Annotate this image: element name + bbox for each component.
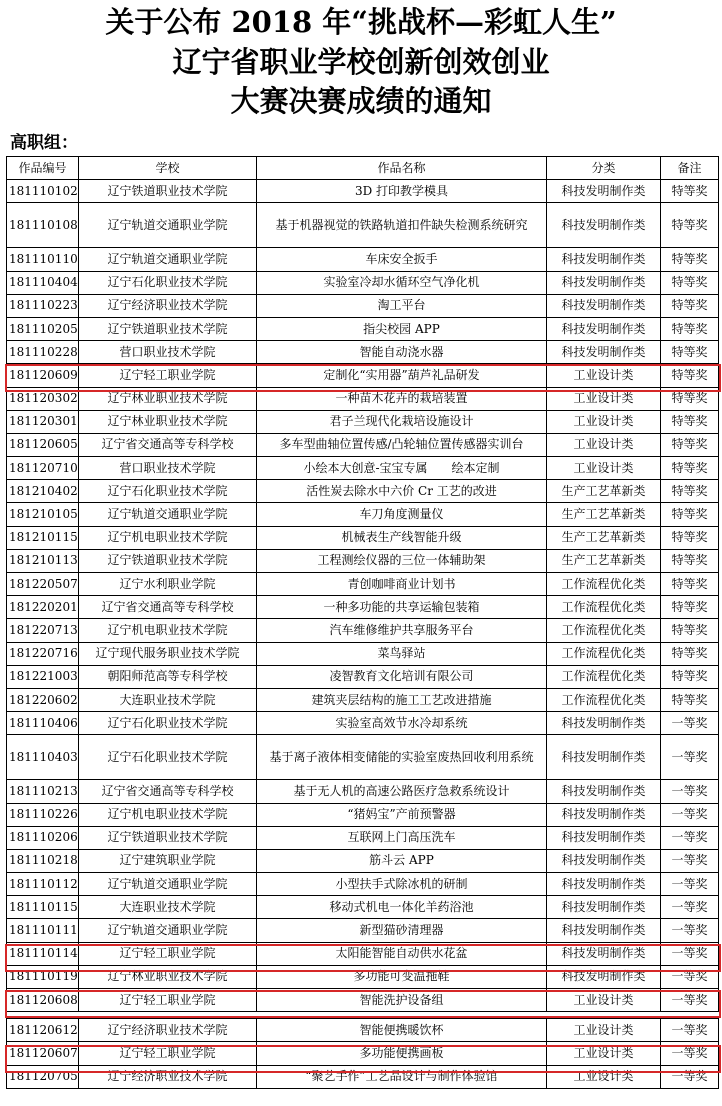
work-id-cell: 181110206	[7, 826, 79, 849]
work-id-cell: 181110403	[7, 735, 79, 780]
work-title-cell: 新型猫砂清理器	[257, 919, 547, 942]
table-row	[7, 873, 719, 896]
work-title-cell: 汽车维修维护共享服务平台	[257, 619, 547, 642]
remark-cell: 一等奖	[661, 1042, 719, 1065]
category-cell: 生产工艺革新类	[547, 503, 661, 526]
work-title-cell: 基于无人机的高速公路医疗急救系统设计	[257, 780, 547, 803]
work-id-cell: 181110102	[7, 180, 79, 203]
table-row	[7, 503, 719, 526]
school-cell: 辽宁机电职业技术学院	[79, 803, 257, 826]
school-cell: 辽宁铁道职业技术学院	[79, 549, 257, 572]
work-id-cell: 181110406	[7, 712, 79, 735]
work-title-cell: 基于离子液体相变储能的实验室废热回收利用系统	[257, 735, 547, 780]
title-line-1: 关于公布 2018 年“挑战杯—彩虹人生”	[105, 5, 617, 39]
work-id-cell: 181110218	[7, 849, 79, 872]
work-id-cell: 181220713	[7, 619, 79, 642]
table-row	[7, 317, 719, 340]
remark-cell: 特等奖	[661, 248, 719, 271]
work-id-cell: 181220602	[7, 688, 79, 711]
remark-cell: 特等奖	[661, 665, 719, 688]
work-id-cell: 181120710	[7, 457, 79, 480]
school-cell: 辽宁省交通高等专科学校	[79, 596, 257, 619]
school-cell: 辽宁经济职业技术学院	[79, 1065, 257, 1088]
category-cell: 生产工艺革新类	[547, 526, 661, 549]
header-school: 学校	[79, 157, 257, 180]
work-title-cell: 3D 打印教学模具	[257, 180, 547, 203]
remark-cell: 特等奖	[661, 480, 719, 503]
category-cell: 科技发明制作类	[547, 780, 661, 803]
work-id-cell: 181110119	[7, 965, 79, 988]
remark-cell: 特等奖	[661, 549, 719, 572]
table-row	[7, 180, 719, 203]
work-id-cell: 181210402	[7, 480, 79, 503]
work-id-cell: 181110111	[7, 919, 79, 942]
remark-cell: 特等奖	[661, 364, 719, 387]
remark-cell: 特等奖	[661, 596, 719, 619]
category-cell: 科技发明制作类	[547, 735, 661, 780]
table-row	[7, 989, 719, 1012]
table-row	[7, 849, 719, 872]
work-title-cell: 移动式机电一体化羊药浴池	[257, 896, 547, 919]
table-row	[7, 803, 719, 826]
table-row	[7, 480, 719, 503]
remark-cell: 特等奖	[661, 526, 719, 549]
work-id-cell: 181110112	[7, 873, 79, 896]
header-id: 作品编号	[7, 157, 79, 180]
work-title-cell: 智能便携暖饮杯	[257, 1019, 547, 1042]
header-row	[7, 157, 719, 180]
work-title-cell: 一种苗木花卉的栽培装置	[257, 387, 547, 410]
work-id-cell: 181110213	[7, 780, 79, 803]
remark-cell: 一等奖	[661, 1019, 719, 1042]
school-cell: 营口职业技术学院	[79, 341, 257, 364]
header-category: 分类	[547, 157, 661, 180]
work-id-cell: 181120302	[7, 387, 79, 410]
table-row	[7, 780, 719, 803]
remark-cell: 一等奖	[661, 965, 719, 988]
school-cell: 朝阳师范高等专科学校	[79, 665, 257, 688]
remark-cell: 特等奖	[661, 180, 719, 203]
remark-cell: 特等奖	[661, 503, 719, 526]
work-title-cell: 互联网上门高压洗车	[257, 826, 547, 849]
table-row	[7, 294, 719, 317]
school-cell: 辽宁铁道职业技术学院	[79, 180, 257, 203]
results-table	[6, 156, 719, 1089]
school-cell: 辽宁水利职业学院	[79, 573, 257, 596]
table-row	[7, 596, 719, 619]
table-row	[7, 896, 719, 919]
work-title-cell: 多功能可变温拖鞋	[257, 965, 547, 988]
category-cell: 科技发明制作类	[547, 294, 661, 317]
work-id-cell: 181110226	[7, 803, 79, 826]
work-id-cell: 181210115	[7, 526, 79, 549]
title-line-3: 大赛决赛成绩的通知	[230, 84, 492, 118]
category-cell: 工作流程优化类	[547, 688, 661, 711]
table-row	[7, 919, 719, 942]
work-id-cell: 181110108	[7, 203, 79, 248]
school-cell: 辽宁林业职业技术学院	[79, 965, 257, 988]
category-cell: 工作流程优化类	[547, 665, 661, 688]
remark-cell: 特等奖	[661, 688, 719, 711]
remark-cell: 一等奖	[661, 826, 719, 849]
table-row	[7, 688, 719, 711]
table-row	[7, 457, 719, 480]
school-cell: 辽宁林业职业技术学院	[79, 410, 257, 433]
school-cell: 辽宁轨道交通职业学院	[79, 919, 257, 942]
title-line-2: 辽宁省职业学校创新创效创业	[172, 45, 550, 79]
work-id-cell: 181210113	[7, 549, 79, 572]
school-cell: 辽宁轨道交通职业学院	[79, 248, 257, 271]
work-id-cell: 181120605	[7, 433, 79, 456]
work-title-cell: “猪妈宝”产前预警器	[257, 803, 547, 826]
work-title-cell: 车刀角度测量仪	[257, 503, 547, 526]
remark-cell: 特等奖	[661, 457, 719, 480]
school-cell: 辽宁轻工职业学院	[79, 1042, 257, 1065]
category-cell: 科技发明制作类	[547, 341, 661, 364]
table-row	[7, 549, 719, 572]
school-cell: 辽宁经济职业技术学院	[79, 294, 257, 317]
work-id-cell: 181120612	[7, 1019, 79, 1042]
table-row	[7, 735, 719, 780]
work-id-cell: 181220716	[7, 642, 79, 665]
table-row	[7, 1019, 719, 1042]
category-cell: 工作流程优化类	[547, 619, 661, 642]
category-cell: 生产工艺革新类	[547, 549, 661, 572]
work-title-cell: 多车型曲轴位置传感/凸轮轴位置传感器实训台	[257, 433, 547, 456]
school-cell: 大连职业技术学院	[79, 688, 257, 711]
category-cell: 科技发明制作类	[547, 180, 661, 203]
school-cell: 辽宁机电职业技术学院	[79, 619, 257, 642]
work-title-cell: 建筑夹层结构的施工工艺改进措施	[257, 688, 547, 711]
school-cell: 辽宁铁道职业技术学院	[79, 826, 257, 849]
work-title-cell: 指尖校园 APP	[257, 317, 547, 340]
remark-cell: 一等奖	[661, 780, 719, 803]
school-cell: 辽宁轨道交通职业学院	[79, 203, 257, 248]
table-row	[7, 433, 719, 456]
work-title-cell: 定制化“实用器”葫芦礼品研发	[257, 364, 547, 387]
work-id-cell: 181220201	[7, 596, 79, 619]
table-gap	[7, 1012, 719, 1019]
table-row	[7, 826, 719, 849]
work-id-cell: 181110404	[7, 271, 79, 294]
section-label: 高职组：	[10, 133, 78, 153]
category-cell: 科技发明制作类	[547, 965, 661, 988]
work-id-cell: 181210105	[7, 503, 79, 526]
work-id-cell: 181221003	[7, 665, 79, 688]
school-cell: 营口职业技术学院	[79, 457, 257, 480]
remark-cell: 特等奖	[661, 341, 719, 364]
school-cell: 辽宁省交通高等专科学校	[79, 433, 257, 456]
work-id-cell: 181120301	[7, 410, 79, 433]
table-row	[7, 248, 719, 271]
table-row	[7, 1042, 719, 1065]
school-cell: 辽宁轻工职业学院	[79, 364, 257, 387]
category-cell: 科技发明制作类	[547, 919, 661, 942]
school-cell: 辽宁石化职业技术学院	[79, 480, 257, 503]
category-cell: 科技发明制作类	[547, 896, 661, 919]
work-title-cell: 菜鸟驿站	[257, 642, 547, 665]
table-row	[7, 364, 719, 387]
table-row	[7, 271, 719, 294]
work-title-cell: 多功能便携画板	[257, 1042, 547, 1065]
work-title-cell: 小型扶手式除冰机的研制	[257, 873, 547, 896]
school-cell: 辽宁林业职业技术学院	[79, 387, 257, 410]
category-cell: 科技发明制作类	[547, 826, 661, 849]
school-cell: 辽宁石化职业技术学院	[79, 735, 257, 780]
school-cell: 辽宁经济职业技术学院	[79, 1019, 257, 1042]
school-cell: 辽宁石化职业技术学院	[79, 271, 257, 294]
category-cell: 科技发明制作类	[547, 248, 661, 271]
remark-cell: 特等奖	[661, 410, 719, 433]
table-row	[7, 619, 719, 642]
header-work: 作品名称	[257, 157, 547, 180]
category-cell: 工业设计类	[547, 457, 661, 480]
category-cell: 工业设计类	[547, 433, 661, 456]
school-cell: 辽宁现代服务职业技术学院	[79, 642, 257, 665]
school-cell: 辽宁建筑职业学院	[79, 849, 257, 872]
work-title-cell: 工程测绘仪器的三位一体辅助架	[257, 549, 547, 572]
category-cell: 科技发明制作类	[547, 317, 661, 340]
school-cell: 辽宁轻工职业学院	[79, 989, 257, 1012]
remark-cell: 特等奖	[661, 433, 719, 456]
table-row	[7, 642, 719, 665]
remark-cell: 特等奖	[661, 317, 719, 340]
work-title-cell: 淘工平台	[257, 294, 547, 317]
work-title-cell: 太阳能智能自动供水花盆	[257, 942, 547, 965]
table-row	[7, 387, 719, 410]
work-id-cell: 181120705	[7, 1065, 79, 1088]
category-cell: 科技发明制作类	[547, 803, 661, 826]
table-row	[7, 942, 719, 965]
category-cell: 工业设计类	[547, 1065, 661, 1088]
work-title-cell: 君子兰现代化栽培设施设计	[257, 410, 547, 433]
category-cell: 科技发明制作类	[547, 712, 661, 735]
work-title-cell: 活性炭去除水中六价 Cr 工艺的改进	[257, 480, 547, 503]
work-title-cell: 筋斗云 APP	[257, 849, 547, 872]
remark-cell: 一等奖	[661, 896, 719, 919]
table-row	[7, 665, 719, 688]
table-row	[7, 1065, 719, 1088]
category-cell: 工业设计类	[547, 364, 661, 387]
category-cell: 工业设计类	[547, 410, 661, 433]
table-row	[7, 526, 719, 549]
table-row	[7, 203, 719, 248]
work-title-cell: 一种多功能的共享运输包装箱	[257, 596, 547, 619]
work-id-cell: 181110228	[7, 341, 79, 364]
work-title-cell: 机械表生产线智能升级	[257, 526, 547, 549]
category-cell: 科技发明制作类	[547, 873, 661, 896]
table-row	[7, 410, 719, 433]
remark-cell: 一等奖	[661, 849, 719, 872]
work-id-cell: 181110205	[7, 317, 79, 340]
table-row	[7, 573, 719, 596]
remark-cell: 特等奖	[661, 573, 719, 596]
remark-cell: 特等奖	[661, 203, 719, 248]
remark-cell: 一等奖	[661, 989, 719, 1012]
work-id-cell: 181110223	[7, 294, 79, 317]
table-row	[7, 341, 719, 364]
remark-cell: 一等奖	[661, 942, 719, 965]
work-title-cell: 车床安全扳手	[257, 248, 547, 271]
category-cell: 科技发明制作类	[547, 271, 661, 294]
work-title-cell: 青创咖啡商业计划书	[257, 573, 547, 596]
remark-cell: 特等奖	[661, 619, 719, 642]
school-cell: 辽宁轨道交通职业学院	[79, 873, 257, 896]
school-cell: 辽宁铁道职业技术学院	[79, 317, 257, 340]
remark-cell: 特等奖	[661, 387, 719, 410]
category-cell: 科技发明制作类	[547, 942, 661, 965]
remark-cell: 一等奖	[661, 735, 719, 780]
remark-cell: 一等奖	[661, 803, 719, 826]
work-title-cell: 实验室高效节水冷却系统	[257, 712, 547, 735]
work-title-cell: 智能自动浇水器	[257, 341, 547, 364]
school-cell: 辽宁石化职业技术学院	[79, 712, 257, 735]
header-remark: 备注	[661, 157, 719, 180]
school-cell: 辽宁机电职业技术学院	[79, 526, 257, 549]
remark-cell: 一等奖	[661, 873, 719, 896]
work-id-cell: 181110110	[7, 248, 79, 271]
school-cell: 辽宁省交通高等专科学校	[79, 780, 257, 803]
work-id-cell: 181120609	[7, 364, 79, 387]
work-title-cell: 基于机器视觉的铁路轨道扣件缺失检测系统研究	[257, 203, 547, 248]
table-row	[7, 712, 719, 735]
work-title-cell: 凌智教育文化培训有限公司	[257, 665, 547, 688]
table-row	[7, 965, 719, 988]
work-id-cell: 181120608	[7, 989, 79, 1012]
category-cell: 工作流程优化类	[547, 596, 661, 619]
work-id-cell: 181120607	[7, 1042, 79, 1065]
category-cell: 生产工艺革新类	[547, 480, 661, 503]
work-title-cell: 智能洗护设备组	[257, 989, 547, 1012]
remark-cell: 一等奖	[661, 1065, 719, 1088]
remark-cell: 特等奖	[661, 294, 719, 317]
remark-cell: 特等奖	[661, 271, 719, 294]
school-cell: 辽宁轨道交通职业学院	[79, 503, 257, 526]
work-title-cell: “聚艺手作”工艺品设计与制作体验馆	[257, 1065, 547, 1088]
category-cell: 工业设计类	[547, 1019, 661, 1042]
category-cell: 工作流程优化类	[547, 642, 661, 665]
work-id-cell: 181110114	[7, 942, 79, 965]
remark-cell: 一等奖	[661, 919, 719, 942]
category-cell: 工业设计类	[547, 1042, 661, 1065]
school-cell: 大连职业技术学院	[79, 896, 257, 919]
category-cell: 科技发明制作类	[547, 849, 661, 872]
work-title-cell: 小绘本大创意-宝宝专属 绘本定制	[257, 457, 547, 480]
category-cell: 科技发明制作类	[547, 203, 661, 248]
remark-cell: 特等奖	[661, 642, 719, 665]
work-id-cell: 181110115	[7, 896, 79, 919]
work-title-cell: 实验室冷却水循环空气净化机	[257, 271, 547, 294]
school-cell: 辽宁轻工职业学院	[79, 942, 257, 965]
category-cell: 工业设计类	[547, 387, 661, 410]
remark-cell: 一等奖	[661, 712, 719, 735]
category-cell: 工作流程优化类	[547, 573, 661, 596]
work-id-cell: 181220507	[7, 573, 79, 596]
category-cell: 工业设计类	[547, 989, 661, 1012]
